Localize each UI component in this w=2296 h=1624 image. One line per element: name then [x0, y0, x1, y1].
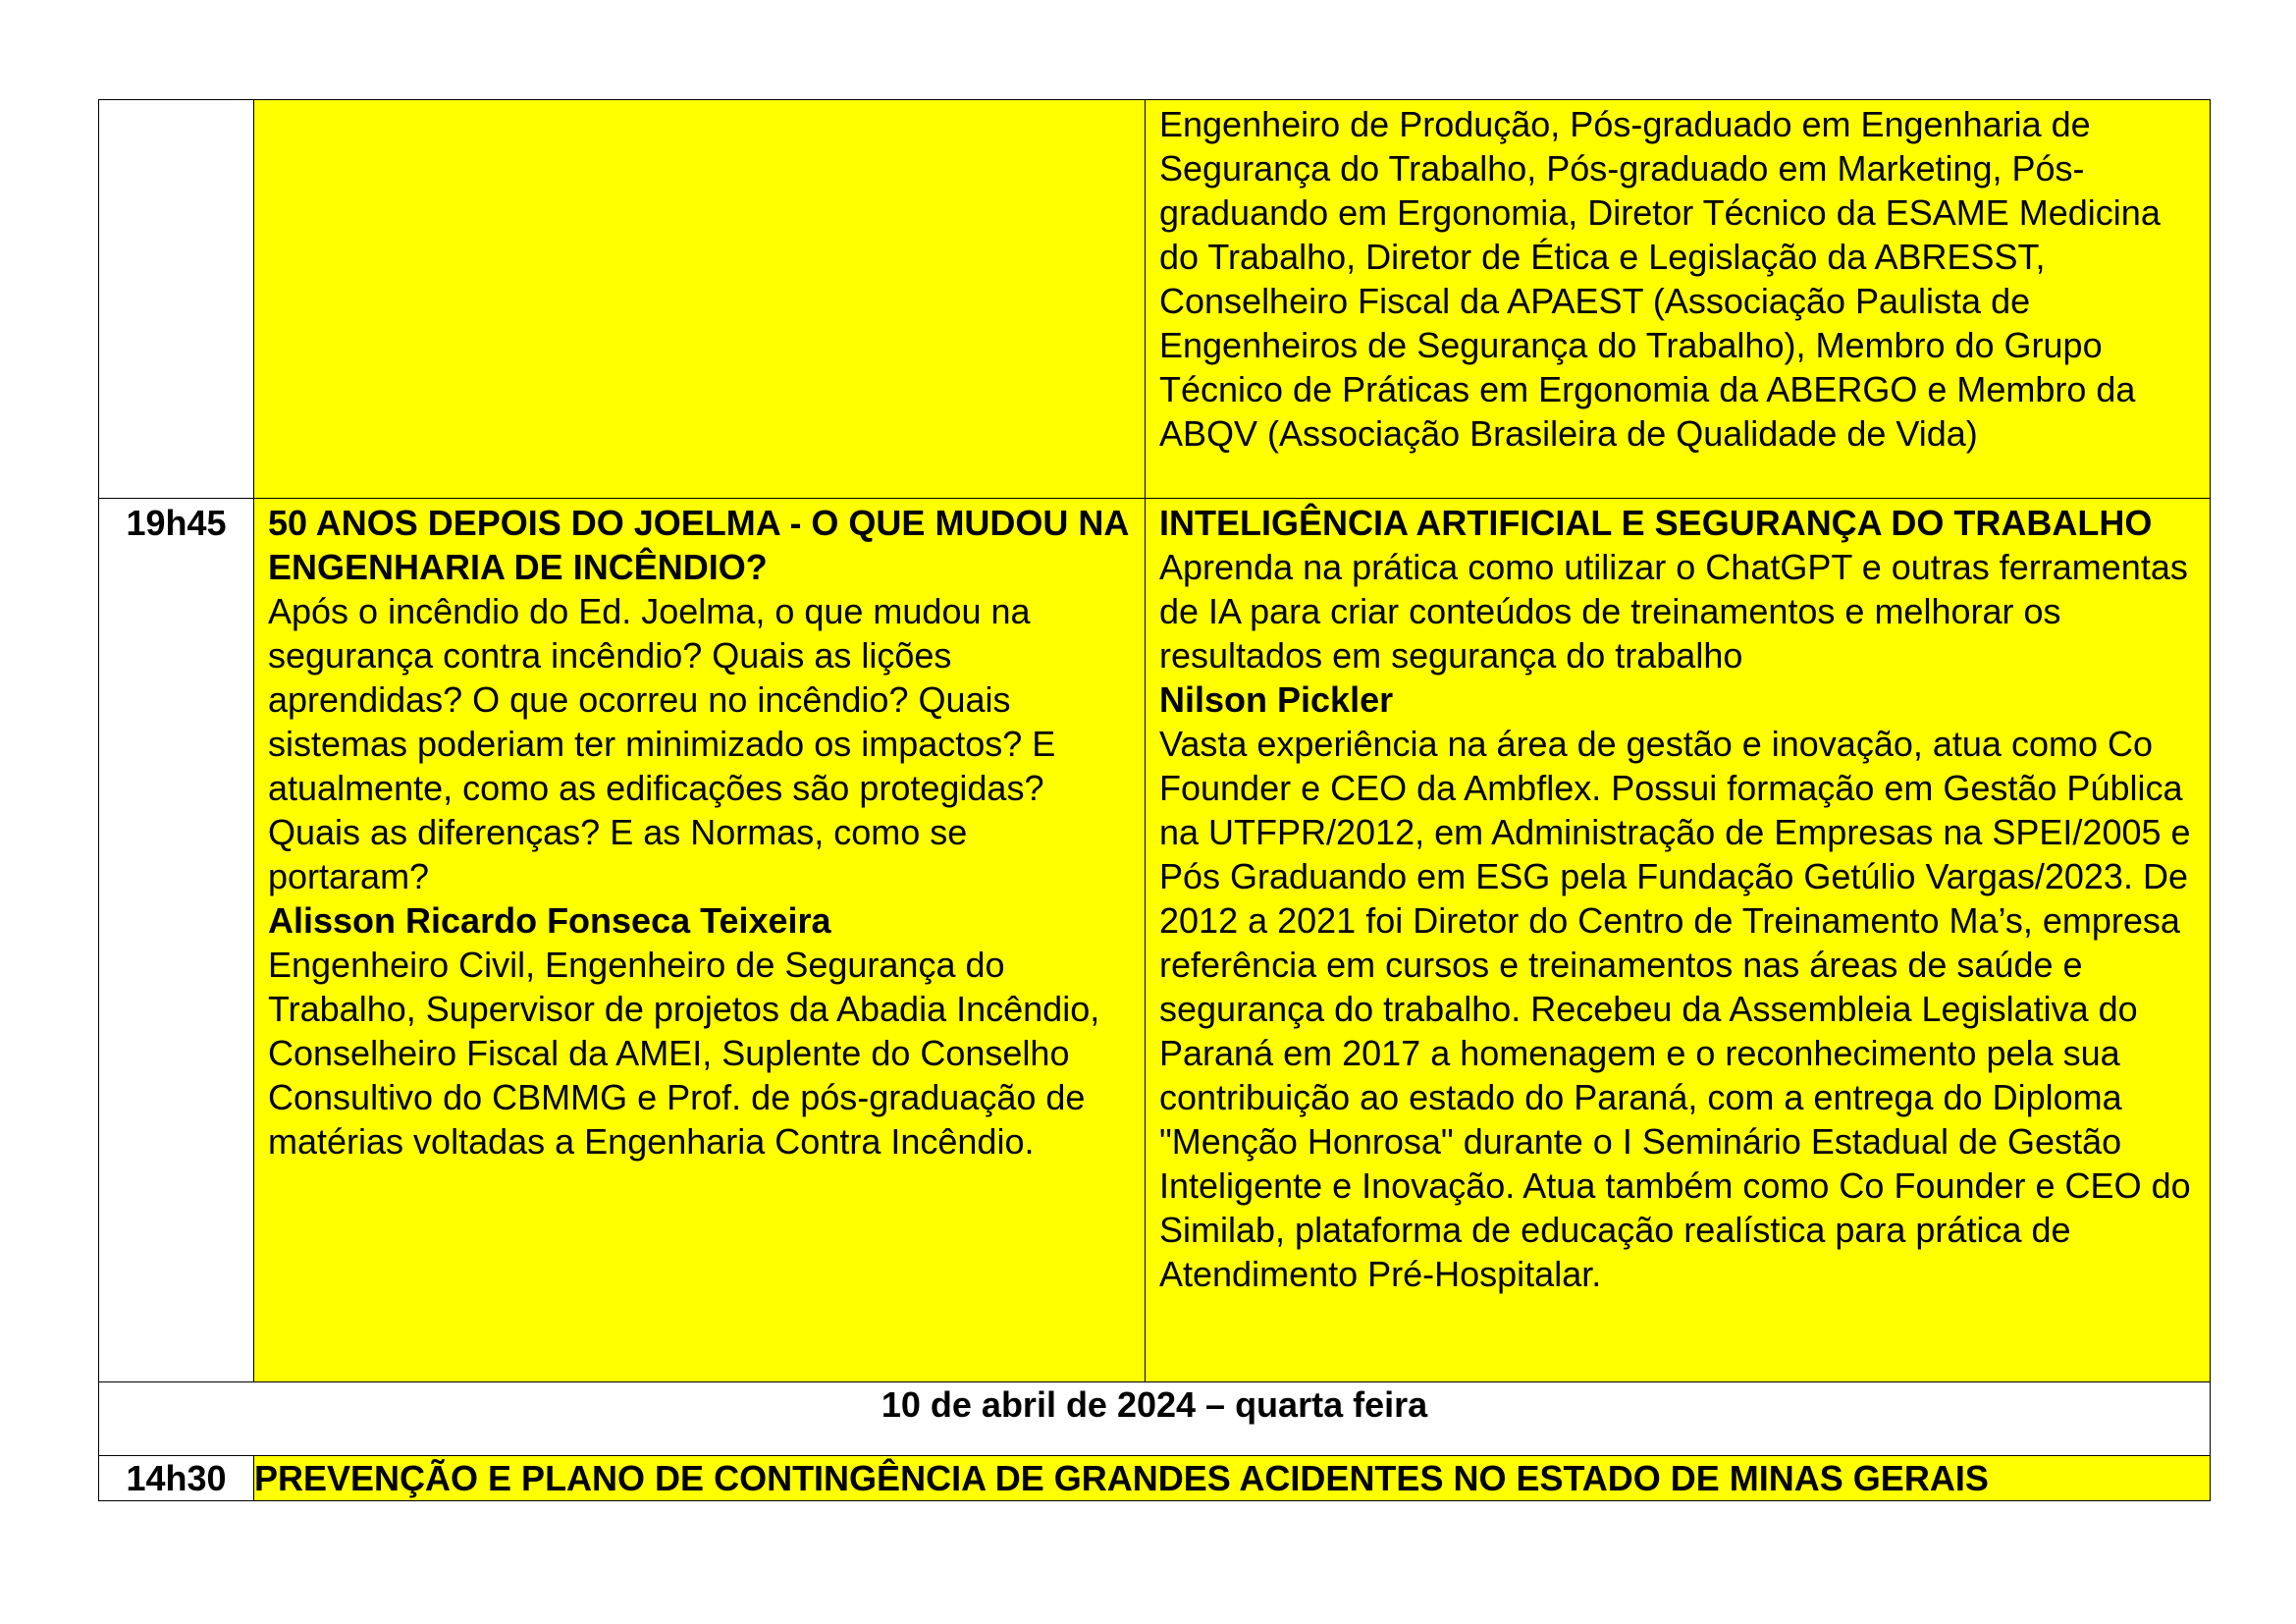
day-header-row [99, 1382, 2211, 1456]
left-session-cell-empty [254, 100, 1146, 499]
speaker-name: Nilson Pickler [1159, 679, 1394, 720]
speaker-bio-continued: Engenheiro de Produção, Pós-graduado em Engenharia de Segurança do Trabalho, Pós-graduado em Marketing, Pós-graduando em Ergonomia, Diretor Técnico da ESAME Medicina do Trabalho, Diretor de Ética e Legislação da ABRESST, Conselheiro Fiscal da APAEST (Associação Paulista de Engenheiros de Segurança do Trabalho), Membro do Grupo Técnico de Práticas em Ergonomia da ABERGO e Membro da ABQV (Associação Brasileira de Qualidade de Vida) [1159, 104, 2161, 454]
speaker-bio: Engenheiro Civil, Engenheiro de Segurança do Trabalho, Supervisor de projetos da Abadia Incêndio, Conselheiro Fiscal da AMEI, Suplente do Conselho Consultivo do CBMMG e Prof. de pós-graduação de matérias voltadas a Engenharia Contra Incêndio. [268, 945, 1100, 1162]
time-cell-empty [99, 100, 254, 499]
day-header: 10 de abril de 2024 – quarta feira [99, 1382, 2211, 1456]
schedule-table [98, 99, 2211, 1501]
left-session-cell [254, 499, 1146, 1382]
session-title-banner: PREVENÇÃO E PLANO DE CONTINGÊNCIA DE GRANDES ACIDENTES NO ESTADO DE MINAS GERAIS [254, 1456, 2211, 1501]
schedule-row-continuation [99, 100, 2211, 499]
schedule-row-14h30 [99, 1456, 2211, 1501]
session-title: 50 ANOS DEPOIS DO JOELMA - O QUE MUDOU NA ENGENHARIA DE INCÊNDIO? [268, 503, 1129, 587]
session-title: INTELIGÊNCIA ARTIFICIAL E SEGURANÇA DO TRABALHO [1159, 503, 2153, 543]
session-time: 14h30 [99, 1456, 254, 1501]
session-description: Após o incêndio do Ed. Joelma, o que mudou na segurança contra incêndio? Quais as lições aprendidas? O que ocorreu no incêndio? Quais sistemas poderiam ter minimizado os impactos? E atualmente, como as edificações são protegidas? Quais as diferenças? E as Normas, como se portaram? [268, 591, 1056, 896]
right-session-cell [1146, 499, 2211, 1382]
schedule-row-19h45 [99, 499, 2211, 1382]
speaker-name: Alisson Ricardo Fonseca Teixeira [268, 900, 831, 941]
session-description: Aprenda na prática como utilizar o ChatGPT e outras ferramentas de IA para criar conteúdos de treinamentos e melhorar os resultados em segurança do trabalho [1159, 547, 2188, 676]
speaker-bio: Vasta experiência na área de gestão e inovação, atua como Co Founder e CEO da Ambflex. Possui formação em Gestão Pública na UTFPR/2012, em Administração de Empresas na SPEI/2005 e Pós Graduando em ESG pela Fundação Getúlio Vargas/2023. De 2012 a 2021 foi Diretor do Centro de Treinamento Ma’s, empresa referência em cursos e treinamentos nas áreas de saúde e segurança do trabalho. Recebeu da Assembleia Legislativa do Paraná em 2017 a homenagem e o reconhecimento pela sua contribuição ao estado do Paraná, com a entrega do Diploma "Menção Honrosa" durante o I Seminário Estadual de Gestão Inteligente e Inovação. Atua também como Co Founder e CEO do Similab, plataforma de educação realística para prática de Atendimento Pré-Hospitalar. [1159, 724, 2191, 1294]
session-time: 19h45 [99, 499, 254, 1382]
right-session-cell [1146, 100, 2211, 499]
